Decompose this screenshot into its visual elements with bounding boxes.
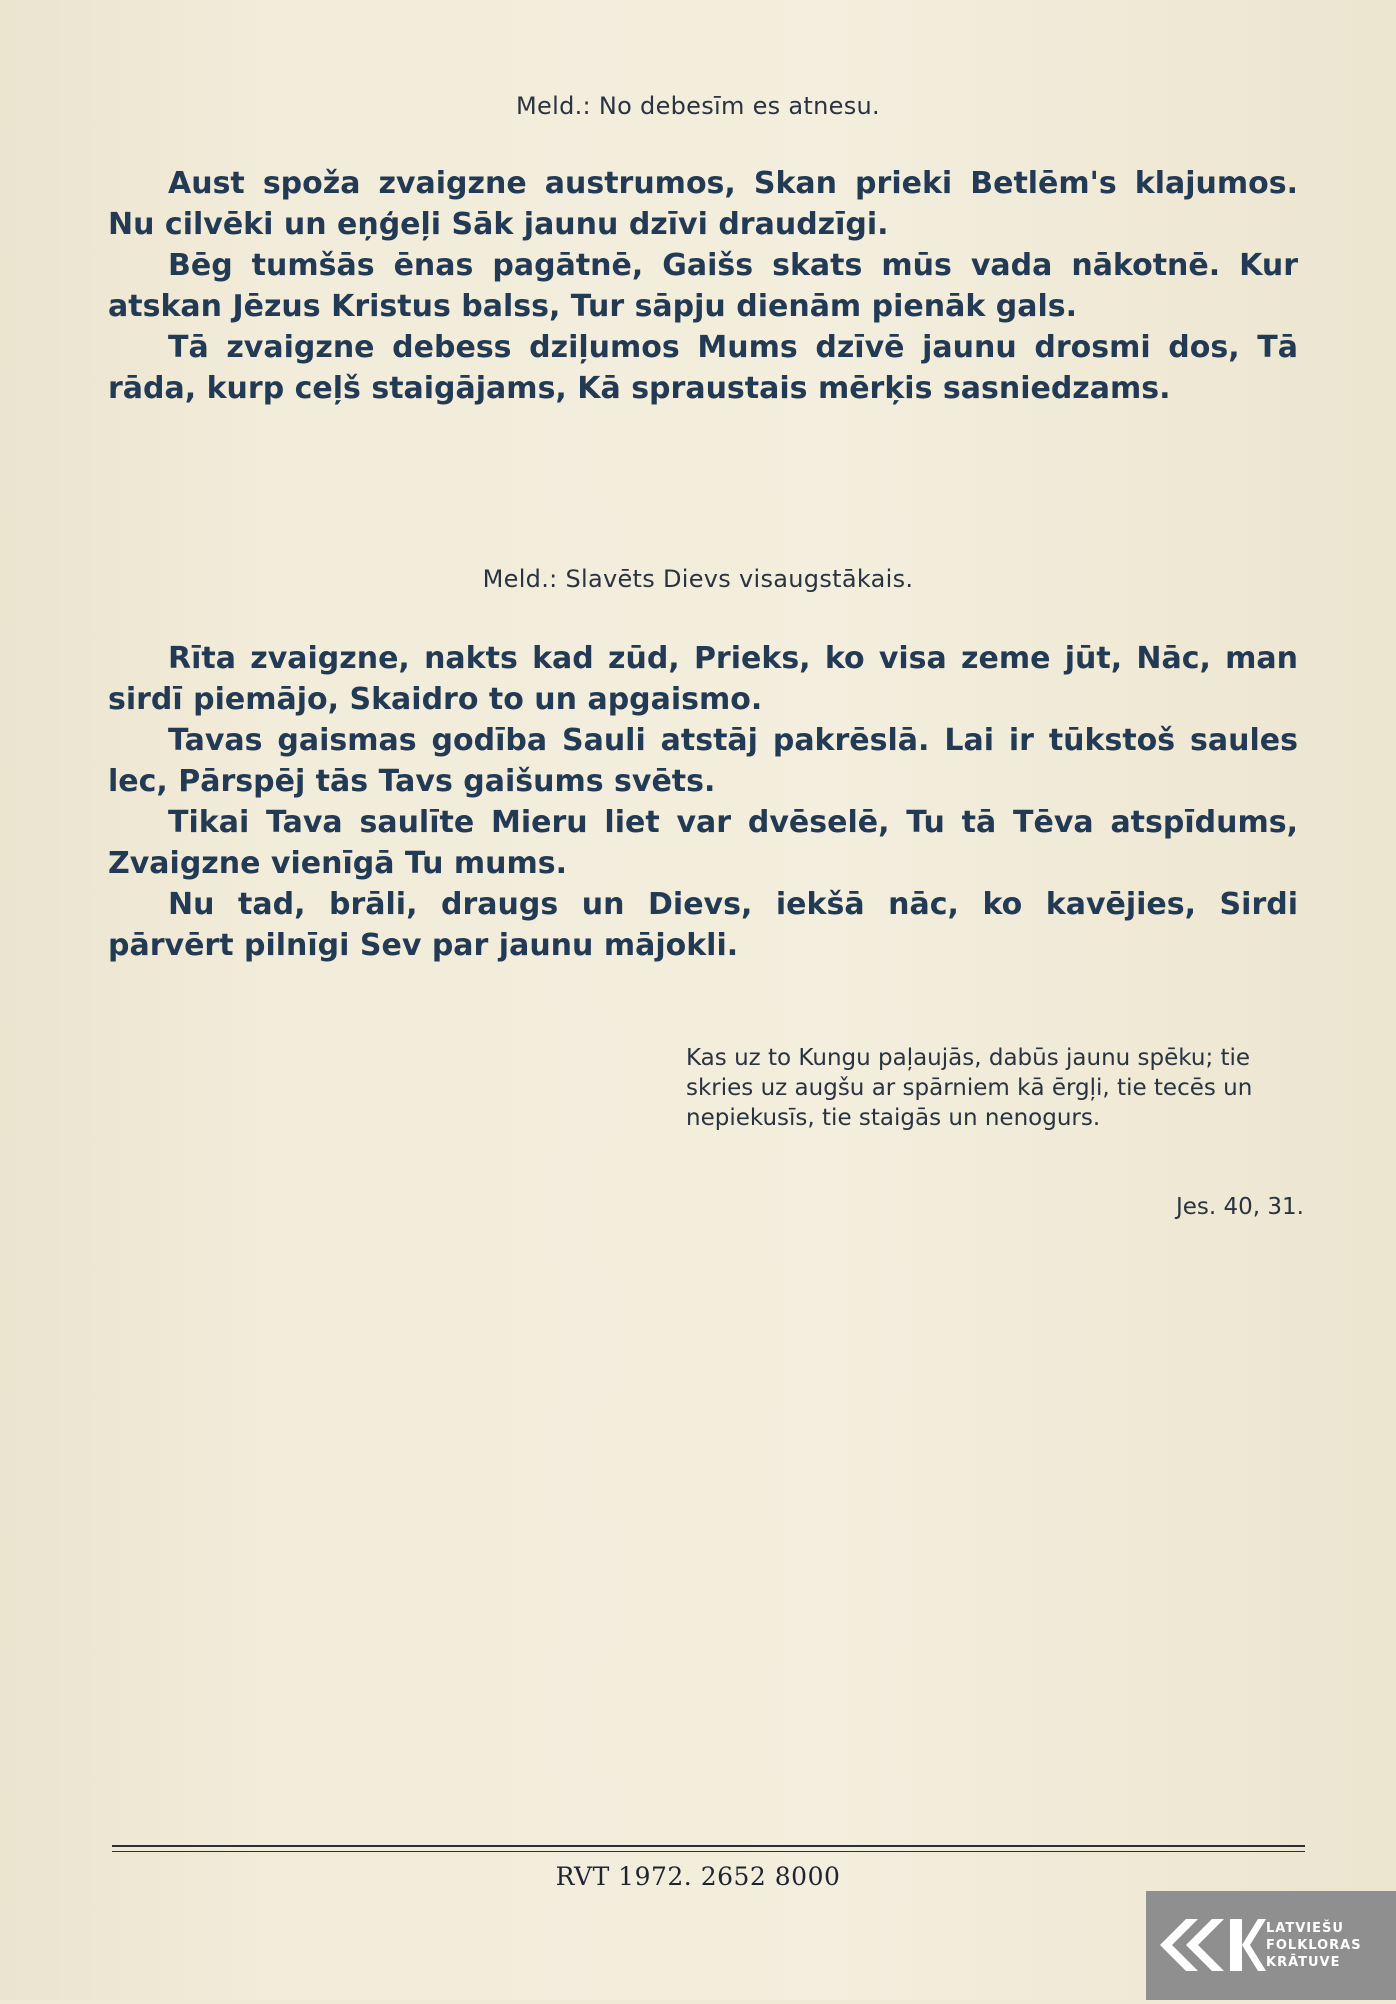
hymn1-text: [108, 163, 1298, 409]
logo-line-1: LATVIEŠU: [1266, 1921, 1344, 1936]
hymn1-melody: Meld.: No debesīm es atnesu.: [516, 92, 880, 120]
hymn2-melody: Meld.: Slavēts Dievs visaugstākais.: [482, 565, 914, 593]
hymn1-stanza-2: Bēg tumšās ēnas pagātnē, Gaišs skats mūs vada nākotnē. Kur atskan Jēzus Kristus balss, Tur sāpju dienām pienāk gals.: [108, 248, 1298, 324]
scripture-reference: Jes. 40, 31.: [1175, 1194, 1304, 1220]
logo-line-2: FOLKLORAS: [1266, 1938, 1362, 1953]
scripture-quote: Kas uz to Kungu paļaujās, dabūs jaunu spēku; tie skries uz augšu ar spārniem kā ērgļi, tie tecēs un nepiekusīs, tie staigās un nenogurs.: [686, 1045, 1253, 1131]
hymn1-stanza-3: Tā zvaigzne debess dziļumos Mums dzīvē jaunu drosmi dos, Tā rāda, kurp ceļš staigājams, Kā spraustais mērķis sasniedzams.: [108, 330, 1298, 406]
archive-logo: [1146, 1891, 1396, 2000]
footer-rule: [112, 1845, 1305, 1847]
imprint: RVT 1972. 2652 8000: [555, 1862, 841, 1891]
hymn2-stanza-3: Tikai Tava saulīte Mieru liet var dvēselē, Tu tā Tēva atspīdums, Zvaigzne vienīgā Tu mums.: [108, 805, 1298, 881]
hymn2-text: [108, 638, 1298, 966]
logo-chevrons-icon: [1146, 1891, 1266, 2000]
logo-line-3: KRĀTUVE: [1266, 1955, 1341, 1970]
hymn1-stanza-1: Aust spoža zvaigzne austrumos, Skan prieki Betlēm's klajumos. Nu cilvēki un eņģeļi Sāk jaunu dzīvi draudzīgi.: [108, 166, 1298, 242]
hymn2-stanza-2: Tavas gaismas godība Sauli atstāj pakrēslā. Lai ir tūkstoš saules lec, Pārspēj tās Tavs gaišums svēts.: [108, 723, 1298, 799]
hymn2-stanza-4: Nu tad, brāli, draugs un Dievs, iekšā nāc, ko kavējies, Sirdi pārvērt pilnīgi Sev par jaunu mājokli.: [108, 887, 1298, 963]
hymn2-stanza-1: Rīta zvaigzne, nakts kad zūd, Prieks, ko visa zeme jūt, Nāc, man sirdī piemājo, Skaidro to un apgaismo.: [108, 641, 1298, 717]
footer-rule-thin: [112, 1851, 1305, 1852]
logo-text: [1266, 1920, 1362, 1971]
